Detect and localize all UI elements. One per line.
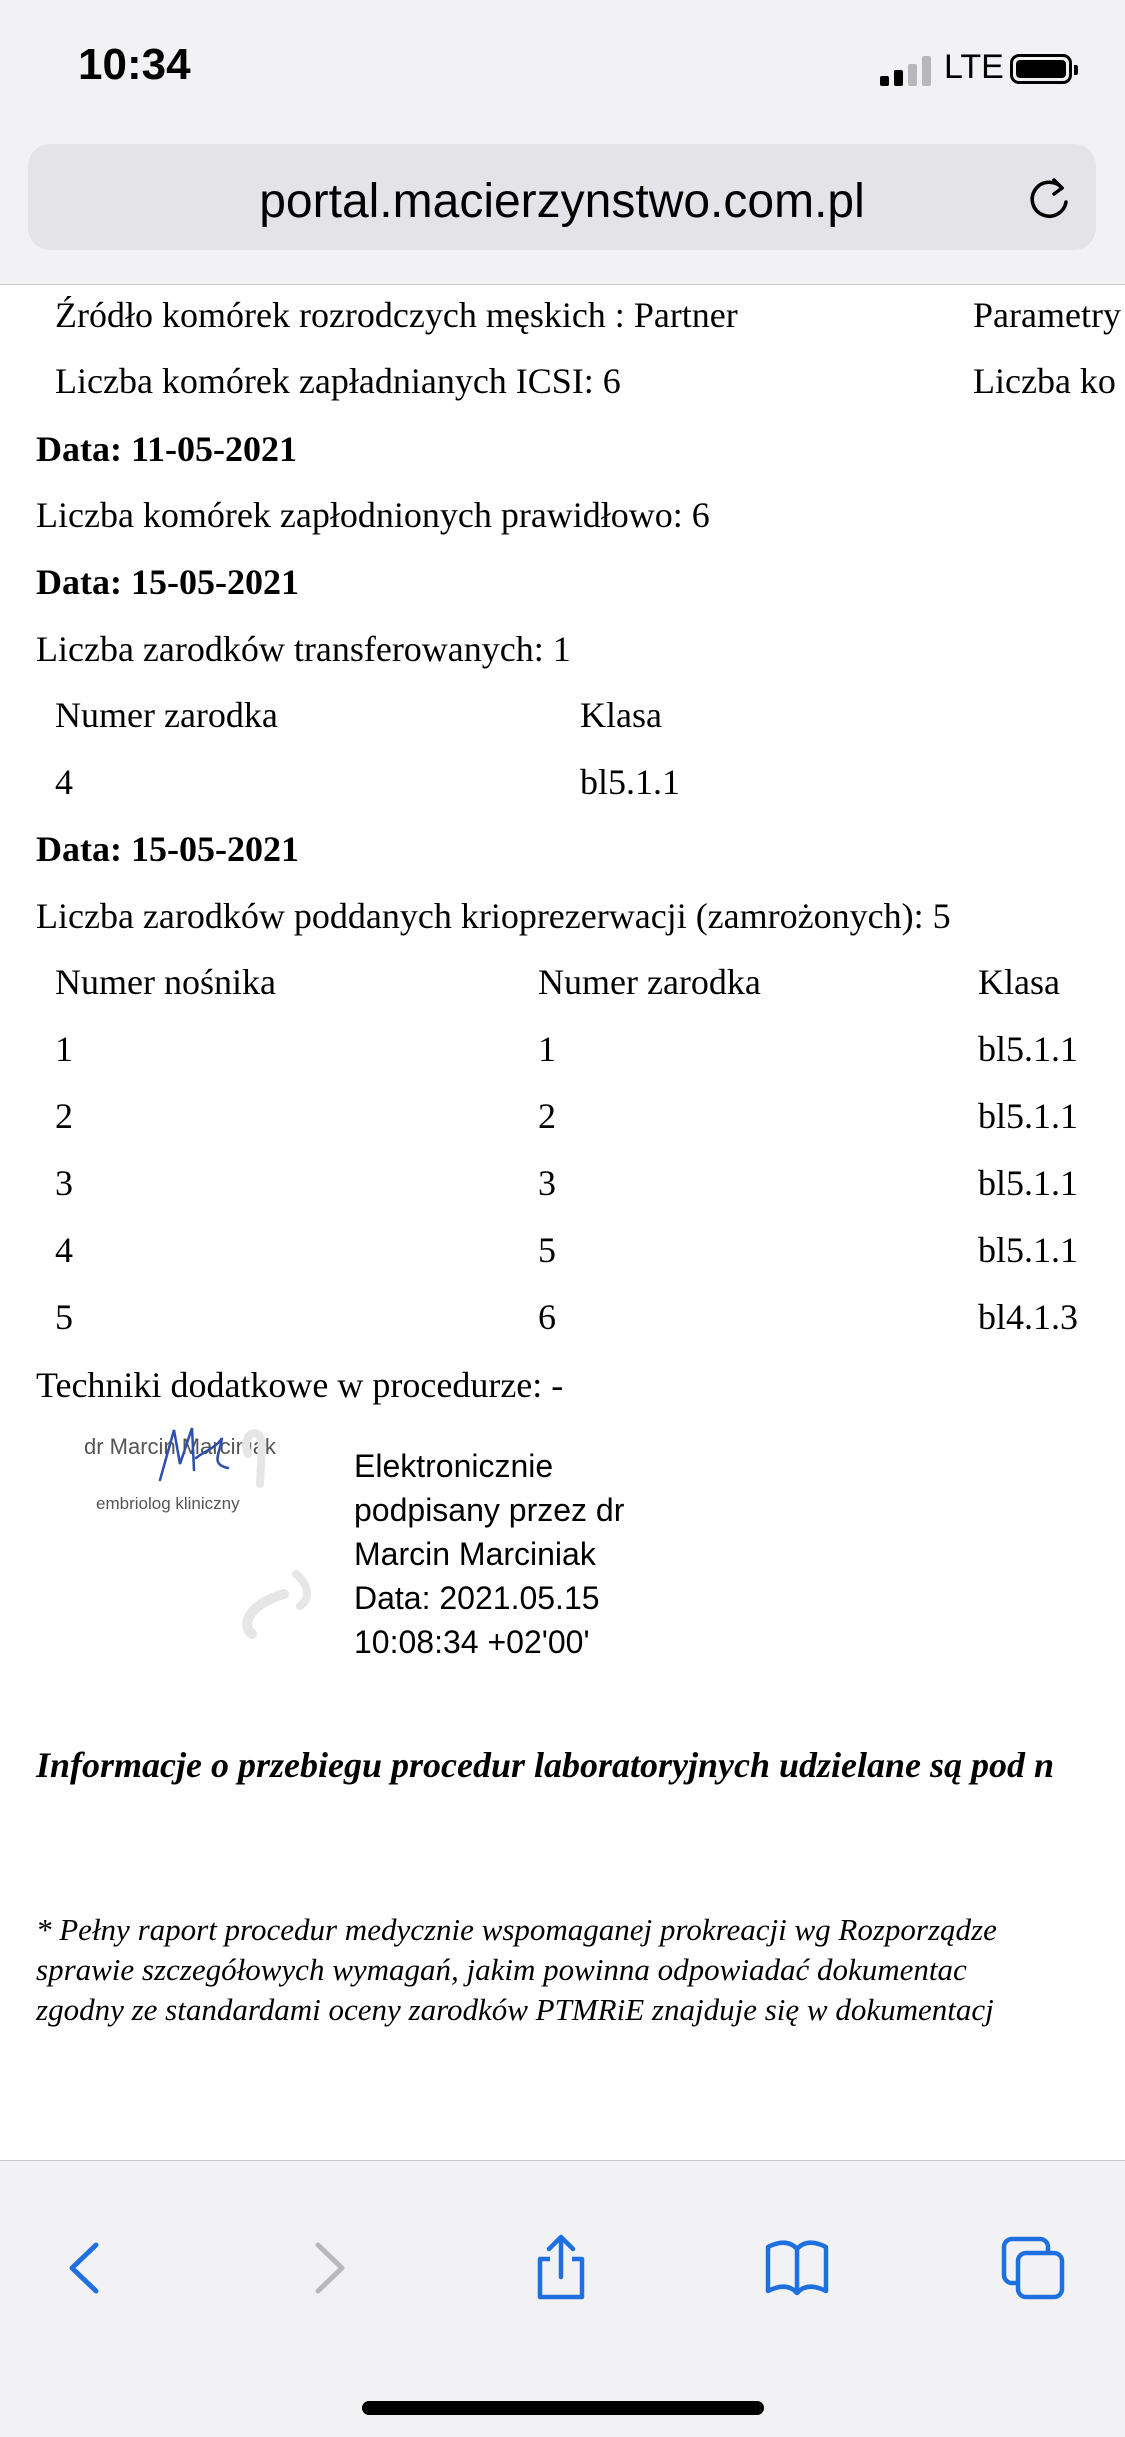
book-icon[interactable]	[762, 2233, 832, 2303]
table-row: bl5.1.1	[978, 1230, 1079, 1270]
network-type: LTE	[944, 48, 1004, 86]
back-arrow-icon[interactable]	[52, 2233, 122, 2303]
cryo-header-embryo: Numer zarodka	[538, 962, 761, 1002]
table-row: 3	[55, 1163, 73, 1203]
section-date-1: Data: 11-05-2021	[36, 429, 297, 469]
transferred-count: Liczba zarodków transferowanych: 1	[36, 629, 571, 669]
table-row: 2	[538, 1096, 556, 1136]
sperm-source: Źródło komórek rozrodczych męskich : Partner	[55, 295, 738, 335]
cellular-signal-icon	[880, 56, 934, 86]
stamp-name: dr Marcin Marciniak	[84, 1434, 276, 1459]
signature-line: podpisany przez dr	[354, 1492, 625, 1528]
icsi-count: Liczba komórek zapładnianych ICSI: 6	[55, 361, 621, 401]
cryo-count: Liczba zarodków poddanych krioprezerwacji (zamrożonych): 5	[36, 896, 951, 936]
browser-toolbar	[0, 2160, 1125, 2437]
forward-arrow-icon[interactable]	[292, 2233, 362, 2303]
stamp-role: embriolog kliniczny	[96, 1494, 240, 1513]
table-row: 3	[538, 1163, 556, 1203]
table-row: 5	[538, 1230, 556, 1270]
table-row: bl5.1.1	[978, 1163, 1079, 1203]
status-bar	[0, 0, 1125, 140]
info-note: Informacje o przebiegu procedur laboratoryjnych udzielane są pod n	[36, 1745, 1055, 1785]
transfer-cell-class: bl5.1.1	[580, 762, 681, 802]
fertilized-count: Liczba komórek zapłodnionych prawidłowo: 6	[36, 495, 710, 535]
parameters-label: Parametry	[973, 295, 1121, 335]
section-date-2: Data: 15-05-2021	[36, 562, 299, 602]
tabs-icon[interactable]	[998, 2233, 1068, 2303]
table-row: bl5.1.1	[978, 1029, 1079, 1069]
electronic-signature-text	[354, 1444, 624, 1664]
browser-address-area	[0, 140, 1125, 285]
table-row: 1	[55, 1029, 73, 1069]
count-label-truncated: Liczba ko	[973, 361, 1116, 401]
address-bar[interactable]	[28, 144, 1096, 250]
signature-line: Marcin Marciniak	[354, 1536, 596, 1572]
url-text[interactable]: portal.macierzynstwo.com.pl	[259, 175, 865, 228]
home-indicator	[362, 2401, 764, 2415]
footnote-line: zgodny ze standardami oceny zarodków PTMRiE znajduje się w dokumentacj	[36, 1992, 994, 2027]
share-icon[interactable]	[526, 2233, 596, 2303]
clock: 10:34	[78, 40, 191, 89]
reload-icon[interactable]	[1024, 174, 1074, 224]
cryo-header-carrier: Numer nośnika	[55, 962, 276, 1002]
signature-line: Elektronicznie	[354, 1448, 554, 1484]
transfer-header-class: Klasa	[580, 695, 662, 735]
table-row: 1	[538, 1029, 556, 1069]
table-row: bl4.1.3	[978, 1297, 1079, 1337]
signature-watermark-icon	[230, 1424, 320, 1654]
document-page	[0, 284, 1125, 2154]
table-row: 5	[55, 1297, 73, 1337]
transfer-header-embryo: Numer zarodka	[55, 695, 278, 735]
signature-line: Data: 2021.05.15	[354, 1580, 600, 1616]
signature-line: 10:08:34 +02'00'	[354, 1624, 590, 1660]
table-row: bl5.1.1	[978, 1096, 1079, 1136]
table-row: 2	[55, 1096, 73, 1136]
battery-icon	[1010, 54, 1072, 84]
additional-techniques: Techniki dodatkowe w procedurze: -	[36, 1365, 564, 1405]
footnote-line: * Pełny raport procedur medycznie wspomaganej prokreacji wg Rozporządze	[36, 1912, 997, 1947]
footnote-line: sprawie szczegółowych wymagań, jakim powinna odpowiadać dokumentac	[36, 1952, 967, 1987]
table-row: 4	[55, 1230, 73, 1270]
section-date-3: Data: 15-05-2021	[36, 829, 299, 869]
table-row: 6	[538, 1297, 556, 1337]
cryo-header-class: Klasa	[978, 962, 1060, 1002]
transfer-cell-embryo: 4	[55, 762, 73, 802]
